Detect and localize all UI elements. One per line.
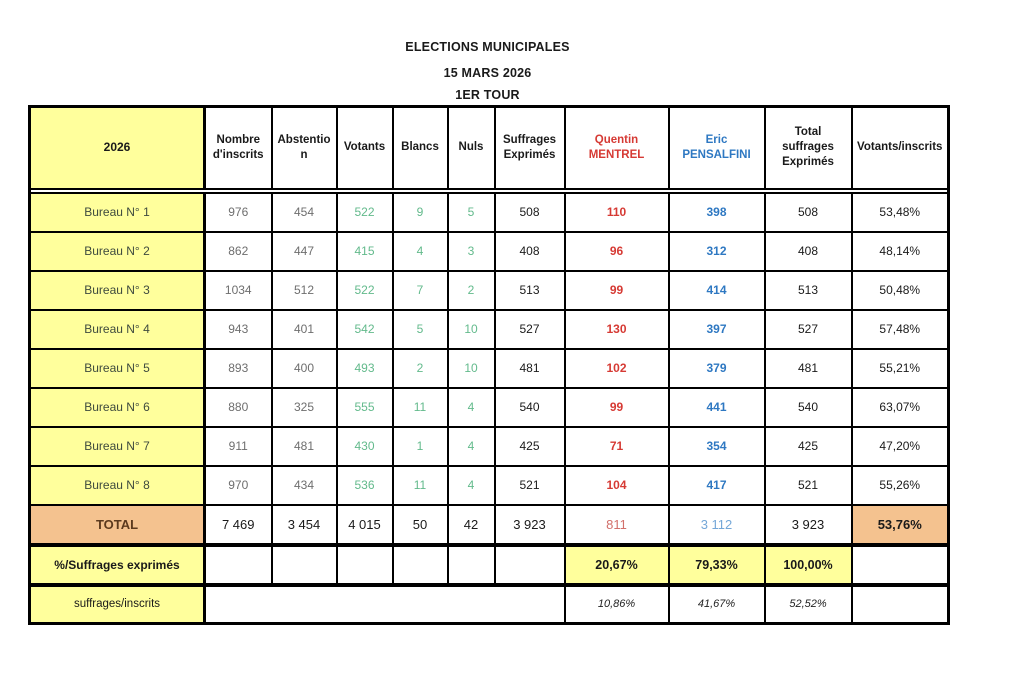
row-pct-suffrages: [30, 546, 949, 584]
row-bureau-8: [30, 466, 949, 505]
cell-votants-inscrits: 55,21%: [852, 349, 949, 388]
cell-votants-inscrits-total: 53,76%: [852, 505, 949, 544]
document-title: ELECTIONS MUNICIPALES: [405, 40, 570, 54]
cell-blancs: 4: [393, 232, 448, 271]
bureau-label: Bureau N° 5: [30, 349, 205, 388]
cell-inscrits: 880: [205, 388, 272, 427]
cell-abstention: 401: [272, 310, 337, 349]
row-bureau-5: [30, 349, 949, 388]
cell-total-suffrages: 508: [765, 193, 852, 232]
cell-mentrel: 99: [565, 388, 669, 427]
cell-nuls: 10: [448, 310, 495, 349]
cell-blancs: 9: [393, 193, 448, 232]
cell-votants-inscrits: 53,48%: [852, 193, 949, 232]
cell-total-suffrages: 408: [765, 232, 852, 271]
document-date: 15 MARS 2026: [443, 66, 532, 80]
cell-suffrages: 481: [495, 349, 565, 388]
cell-inscrits: 1034: [205, 271, 272, 310]
cell-total-pct: 100,00%: [765, 546, 852, 584]
cell-total-suffrages: 425: [765, 427, 852, 466]
cell-mentrel: 110: [565, 193, 669, 232]
header-abstention: Abstention: [272, 107, 337, 189]
cell-mentrel-pct: 20,67%: [565, 546, 669, 584]
cell-abstention: 481: [272, 427, 337, 466]
cell-votants: 522: [337, 193, 393, 232]
header-votants: Votants: [337, 107, 393, 189]
cell-abstention: 512: [272, 271, 337, 310]
cell-total-suffrages: 527: [765, 310, 852, 349]
bureau-label: Bureau N° 8: [30, 466, 205, 505]
empty-cell: [495, 546, 565, 584]
header-blancs: Blancs: [393, 107, 448, 189]
header-year: 2026: [30, 107, 205, 189]
bureau-label: Bureau N° 3: [30, 271, 205, 310]
cell-abstention: 434: [272, 466, 337, 505]
cell-pensalfini-total: 3 112: [669, 505, 765, 544]
row-suffrages-inscrits: [30, 586, 949, 624]
cell-blancs: 7: [393, 271, 448, 310]
cell-votants: 536: [337, 466, 393, 505]
cell-nuls: 2: [448, 271, 495, 310]
cell-abstention: 454: [272, 193, 337, 232]
cell-pensalfini: 397: [669, 310, 765, 349]
cell-pensalfini: 417: [669, 466, 765, 505]
cell-suffrages: 527: [495, 310, 565, 349]
cell-suffrages: 408: [495, 232, 565, 271]
cell-votants: 430: [337, 427, 393, 466]
empty-cell: [448, 546, 495, 584]
cell-suffrages: 513: [495, 271, 565, 310]
cell-abstention-total: 3 454: [272, 505, 337, 544]
cell-inscrits: 943: [205, 310, 272, 349]
row-bureau-4: [30, 310, 949, 349]
cell-mentrel-total: 811: [565, 505, 669, 544]
cell-votants-inscrits: 55,26%: [852, 466, 949, 505]
row-total: [30, 505, 949, 544]
cell-mentrel: 99: [565, 271, 669, 310]
cell-blancs: 11: [393, 466, 448, 505]
cell-inscrits-total: 7 469: [205, 505, 272, 544]
cell-inscrits: 893: [205, 349, 272, 388]
cell-mentrel: 102: [565, 349, 669, 388]
header-suffrages: Suffrages Exprimés: [495, 107, 565, 189]
header-total-suffrages: Total suffrages Exprimés: [765, 107, 852, 189]
cell-votants: 415: [337, 232, 393, 271]
cell-pensalfini: 414: [669, 271, 765, 310]
row-bureau-3: [30, 271, 949, 310]
cell-mentrel: 71: [565, 427, 669, 466]
cell-pensalfini-pct: 79,33%: [669, 546, 765, 584]
cell-total-ratio: 52,52%: [765, 586, 852, 624]
cell-blancs: 1: [393, 427, 448, 466]
empty-cell: [272, 546, 337, 584]
cell-blancs: 5: [393, 310, 448, 349]
bureau-label: Bureau N° 1: [30, 193, 205, 232]
cell-votants-inscrits: 48,14%: [852, 232, 949, 271]
cell-inscrits: 970: [205, 466, 272, 505]
cell-total-suffrages: 481: [765, 349, 852, 388]
cell-votants: 522: [337, 271, 393, 310]
cell-votants-inscrits: 50,48%: [852, 271, 949, 310]
cell-blancs: 2: [393, 349, 448, 388]
document-page: [28, 0, 947, 625]
suffrages-inscrits-label: suffrages/inscrits: [30, 586, 205, 624]
cell-blancs-total: 50: [393, 505, 448, 544]
cell-suffrages-total: 3 923: [495, 505, 565, 544]
cell-votants: 555: [337, 388, 393, 427]
cell-total-suffrages: 540: [765, 388, 852, 427]
row-bureau-2: [30, 232, 949, 271]
cell-votants-inscrits: 47,20%: [852, 427, 949, 466]
header-nuls: Nuls: [448, 107, 495, 189]
bureau-label: Bureau N° 4: [30, 310, 205, 349]
cell-nuls: 10: [448, 349, 495, 388]
cell-total-suffrages: 513: [765, 271, 852, 310]
row-bureau-6: [30, 388, 949, 427]
cell-inscrits: 976: [205, 193, 272, 232]
cell-pensalfini: 312: [669, 232, 765, 271]
cell-pensalfini: 379: [669, 349, 765, 388]
empty-cell: [337, 546, 393, 584]
cell-suffrages: 508: [495, 193, 565, 232]
cell-pensalfini: 398: [669, 193, 765, 232]
cell-votants-inscrits: 57,48%: [852, 310, 949, 349]
cell-suffrages: 540: [495, 388, 565, 427]
bureau-label: Bureau N° 6: [30, 388, 205, 427]
cell-total-suffrages-total: 3 923: [765, 505, 852, 544]
election-results-table: [28, 105, 950, 625]
row-bureau-1: [30, 193, 949, 232]
cell-pensalfini: 354: [669, 427, 765, 466]
cell-nuls: 5: [448, 193, 495, 232]
cell-suffrages: 521: [495, 466, 565, 505]
cell-votants-inscrits: 63,07%: [852, 388, 949, 427]
cell-blancs: 11: [393, 388, 448, 427]
cell-pensalfini: 441: [669, 388, 765, 427]
cell-nuls: 4: [448, 466, 495, 505]
cell-mentrel: 130: [565, 310, 669, 349]
cell-votants: 493: [337, 349, 393, 388]
cell-pensalfini-ratio: 41,67%: [669, 586, 765, 624]
cell-suffrages: 425: [495, 427, 565, 466]
cell-total-suffrages: 521: [765, 466, 852, 505]
cell-nuls: 4: [448, 388, 495, 427]
bureau-label: Bureau N° 7: [30, 427, 205, 466]
cell-abstention: 325: [272, 388, 337, 427]
row-bureau-7: [30, 427, 949, 466]
cell-nuls: 3: [448, 232, 495, 271]
pct-suffrages-label: %/Suffrages exprimés: [30, 546, 205, 584]
cell-abstention: 400: [272, 349, 337, 388]
cell-nuls: 4: [448, 427, 495, 466]
table-header-row: [30, 107, 949, 189]
document-round: 1ER TOUR: [455, 88, 520, 102]
empty-cell: [393, 546, 448, 584]
cell-mentrel-ratio: 10,86%: [565, 586, 669, 624]
cell-votants-total: 4 015: [337, 505, 393, 544]
empty-merged-cell: [205, 586, 565, 624]
empty-cell: [205, 546, 272, 584]
cell-mentrel: 104: [565, 466, 669, 505]
header-candidate-mentrel: Quentin MENTREL: [565, 107, 669, 189]
cell-mentrel: 96: [565, 232, 669, 271]
cell-nuls-total: 42: [448, 505, 495, 544]
total-label: TOTAL: [30, 505, 205, 544]
empty-cell: [852, 546, 949, 584]
header-candidate-pensalfini: Eric PENSALFINI: [669, 107, 765, 189]
cell-inscrits: 862: [205, 232, 272, 271]
cell-votants: 542: [337, 310, 393, 349]
header-inscrits: Nombre d'inscrits: [205, 107, 272, 189]
empty-cell: [852, 586, 949, 624]
header-votants-inscrits: Votants/inscrits: [852, 107, 949, 189]
cell-abstention: 447: [272, 232, 337, 271]
cell-inscrits: 911: [205, 427, 272, 466]
bureau-label: Bureau N° 2: [30, 232, 205, 271]
